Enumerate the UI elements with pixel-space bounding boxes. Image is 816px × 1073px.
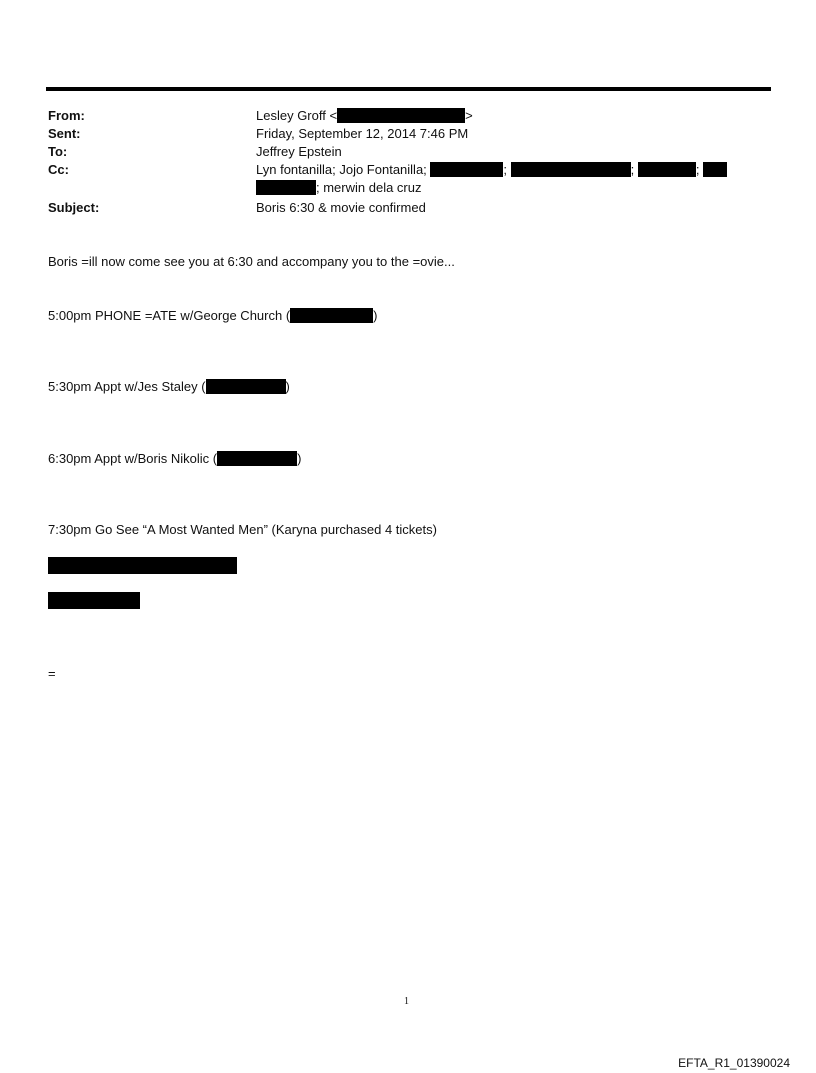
redaction-box: [337, 108, 465, 123]
from-value: [256, 108, 473, 124]
schedule-item-movie: 7:30pm Go See “A Most Wanted Men” (Karyna purchased 4 tickets): [48, 522, 437, 537]
cc-separator: ;: [630, 162, 635, 177]
subject-value: Boris 6:30 & movie confirmed: [256, 200, 426, 215]
redaction-box: [290, 308, 373, 323]
cc-separator: ;: [695, 162, 700, 177]
redaction-box: [217, 451, 297, 466]
close-paren: ): [285, 379, 290, 394]
redaction-box: [638, 162, 696, 177]
cc-value-line2: [256, 180, 421, 196]
sent-value: Friday, September 12, 2014 7:46 PM: [256, 126, 469, 141]
redaction-block: [48, 592, 140, 609]
redaction-box: [256, 180, 316, 195]
sent-label: Sent:: [48, 126, 81, 141]
schedule-item-text: 5:30pm Appt w/Jes Staley (: [48, 379, 206, 394]
bates-number: EFTA_R1_01390024: [678, 1056, 790, 1070]
redaction-block: [48, 557, 237, 574]
subject-label: Subject:: [48, 200, 100, 215]
to-label: To:: [48, 144, 68, 159]
redaction-box: [206, 379, 286, 394]
from-name: Lesley Groff <: [256, 108, 338, 123]
cc-names-continued: ; merwin dela cruz: [316, 180, 422, 195]
schedule-item-nikolic: [48, 451, 301, 467]
close-paren: ): [373, 308, 378, 323]
cc-separator: ;: [503, 162, 508, 177]
schedule-item-staley: [48, 379, 290, 395]
from-label: From:: [48, 108, 85, 123]
header-rule: [46, 87, 771, 91]
cc-value-line1: [256, 162, 727, 178]
redaction-box: [511, 162, 631, 177]
cc-names: Lyn fontanilla; Jojo Fontanilla;: [256, 162, 427, 177]
schedule-item-text: 6:30pm Appt w/Boris Nikolic (: [48, 451, 218, 466]
schedule-item-phone-date: [48, 308, 378, 324]
message-intro: Boris =ill now come see you at 6:30 and accompany you to the =ovie...: [48, 254, 455, 269]
redaction-box: [430, 162, 503, 177]
schedule-item-text: 5:00pm PHONE =ATE w/George Church (: [48, 308, 291, 323]
redaction-box: [703, 162, 727, 177]
cc-label: Cc:: [48, 162, 69, 177]
to-value: Jeffrey Epstein: [256, 144, 342, 159]
page-number: 1: [404, 996, 409, 1007]
from-close: >: [465, 108, 473, 123]
trailing-equals: =: [48, 666, 56, 681]
close-paren: ): [297, 451, 302, 466]
